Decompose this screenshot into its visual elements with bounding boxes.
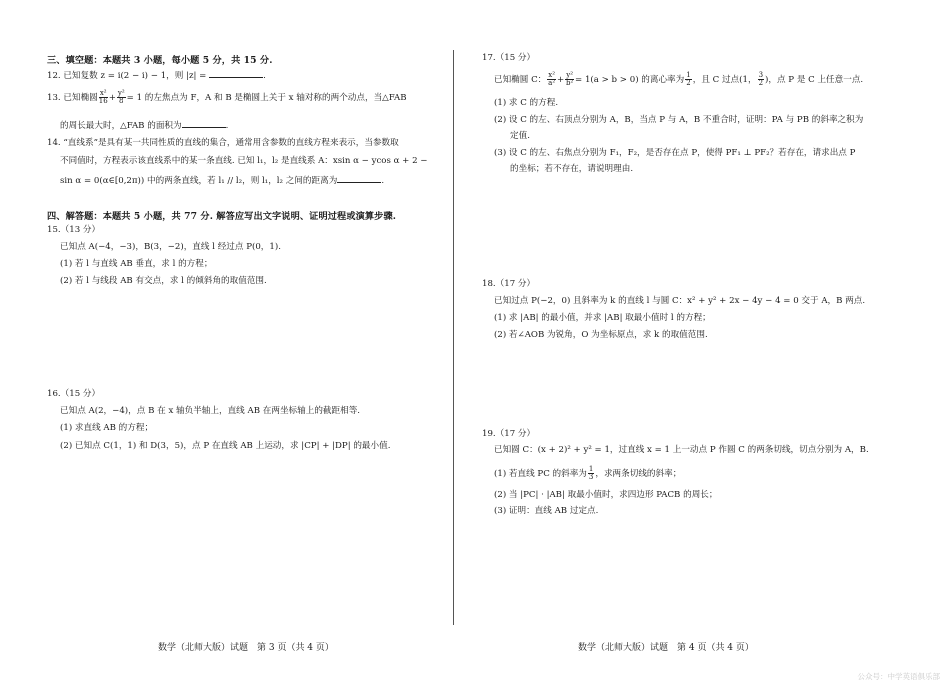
question-19-part2: (2) 当 |PC| · |AB| 取最小值时，求四边形 PACB 的周长； — [494, 490, 718, 500]
question-15-part1: (1) 若 l 与直线 AB 垂直，求 l 的方程； — [60, 259, 213, 269]
question-14-line1: 14. “直线系”是具有某一共同性质的直线的集合，通常用含参数的直线方程来表示，当参数取 — [47, 138, 399, 148]
answer-blank — [182, 118, 226, 128]
question-17-part3: (3) 设 C 的左、右焦点分别为 F₁，F₂，是否存在点 P，使得 PF₁ ⊥ PF₂？若存在，请求出点 P — [494, 148, 856, 158]
question-19-part3: (3) 证明：直线 AB 过定点. — [494, 506, 599, 516]
fraction: $\frac{1}{3}$ — [588, 465, 594, 481]
question-18-stem: 已知过点 P(−2，0) 且斜率为 k 的直线 l 与圆 C：x² + y² + 2x − 4y − 4 = 0 交于 A，B 两点. — [494, 296, 866, 306]
question-16-header: 16.（15 分） — [47, 389, 101, 399]
watermark: 公众号：中学英语俱乐部 — [857, 672, 940, 681]
question-18-header: 18.（17 分） — [482, 279, 536, 289]
fraction: $\frac{\text{y²}}{\text{b²}}$ — [565, 71, 574, 87]
fraction: $\frac{\text{x²}}{\text{a²}}$ — [548, 71, 556, 87]
question-16-part2: (2) 已知点 C(1，1) 和 D(3，5)，点 P 在直线 AB 上运动，求 |CP| + |DP| 的最小值. — [60, 441, 391, 451]
question-15-part2: (2) 若 l 与线段 AB 有交点，求 l 的倾斜角的取值范围. — [60, 276, 267, 286]
question-17-part2: (2) 设 C 的左、右顶点分别为 A，B，当点 P 与 A，B 不重合时，证明：PA 与 PB 的斜率之积为 — [494, 115, 864, 125]
section-3-title: 三、填空题：本题共 3 小题，每小题 5 分，共 15 分. — [47, 55, 273, 66]
question-19-header: 19.（17 分） — [482, 429, 536, 439]
fraction: $\frac{\text{y²}}{8}$ — [117, 89, 125, 105]
page-divider — [453, 50, 454, 625]
page-3 — [0, 0, 462, 688]
question-16-part1: (1) 求直线 AB 的方程； — [60, 423, 154, 433]
question-18-part1: (1) 求 |AB| 的最小值，并求 |AB| 取最小值时 l 的方程； — [494, 313, 711, 323]
question-17-part2-cont: 定值. — [510, 131, 530, 141]
question-17-part3-cont: 的坐标；若不存在，请说明理由. — [510, 164, 634, 174]
question-16-stem: 已知点 A(2，−4)，点 B 在 x 轴负半轴上，直线 AB 在两坐标轴上的截距相等. — [60, 406, 361, 416]
answer-blank — [209, 68, 263, 78]
page-3-footer: 数学（北师大版）试题 第 3 页（共 4 页） — [158, 643, 334, 653]
question-12: 12. 已知复数 z = i(2 − i) − 1，则 |z| = . — [47, 68, 266, 82]
fraction: $\frac{\text{x²}}{16}$ — [98, 89, 108, 105]
question-14-line3: sin α = 0(α∈[0,2π)) 中的两条直线，若 l₁ // l₂，则 l₁，l₂ 之间的距离为 . — [60, 173, 384, 187]
question-13-line1: 13. 已知椭圆 $\frac{\text{x²}}{16}$ + $\frac{\text{y²}}{8}$ = 1 的左焦点为 F，A 和 B 是椭圆上关于 x 轴对称的两个动点，当△FAB — [47, 89, 407, 105]
page-4-footer: 数学（北师大版）试题 第 4 页（共 4 页） — [578, 643, 754, 653]
fraction: $\frac{1}{2}$ — [686, 71, 691, 87]
answer-blank — [337, 173, 381, 183]
page-4 — [462, 0, 950, 688]
question-17-stem: 已知椭圆 C： $\frac{\text{x²}}{\text{a²}}$ + $\frac{\text{y²}}{\text{b²}}$ = 1(a > b > 0) 的离心率为 $\frac{1}{2}$ ，且 C 过点(1， $\frac{3}{2}$ )，点 P 是 C 上任意一点. — [494, 71, 864, 87]
question-13-line2: 的周长最大时，△FAB 的面积为 . — [60, 118, 228, 132]
question-19-stem: 已知圆 C：(x + 2)² + y² = 1，过直线 x = 1 上一动点 P 作圆 C 的两条切线，切点分别为 A，B. — [494, 445, 869, 455]
question-18-part2: (2) 若∠AOB 为锐角，O 为坐标原点，求 k 的取值范围. — [494, 330, 708, 340]
question-17-part1: (1) 求 C 的方程. — [494, 98, 559, 108]
question-17-header: 17.（15 分） — [482, 53, 536, 63]
question-19-part1: (1) 若直线 PC 的斜率为 $\frac{1}{3}$ ，求两条切线的斜率； — [494, 465, 682, 481]
question-13-text: 13. 已知椭圆 — [47, 93, 98, 103]
question-12-text: 12. 已知复数 z = i(2 − i) − 1，则 |z| = — [47, 71, 210, 81]
question-15-header: 15.（13 分） — [47, 225, 101, 235]
question-15-stem: 已知点 A(−4，−3)，B(3，−2)，直线 l 经过点 P(0，1). — [60, 242, 281, 252]
question-14-line2: 不同值时，方程表示该直线系中的某一条直线. 已知 l₁，l₂ 是直线系 A：xsin α − ycos α + 2 − — [60, 156, 428, 166]
section-4-title: 四、解答题：本题共 5 小题，共 77 分. 解答应写出文字说明、证明过程或演算步骤. — [47, 211, 397, 222]
fraction: $\frac{3}{2}$ — [758, 71, 764, 87]
